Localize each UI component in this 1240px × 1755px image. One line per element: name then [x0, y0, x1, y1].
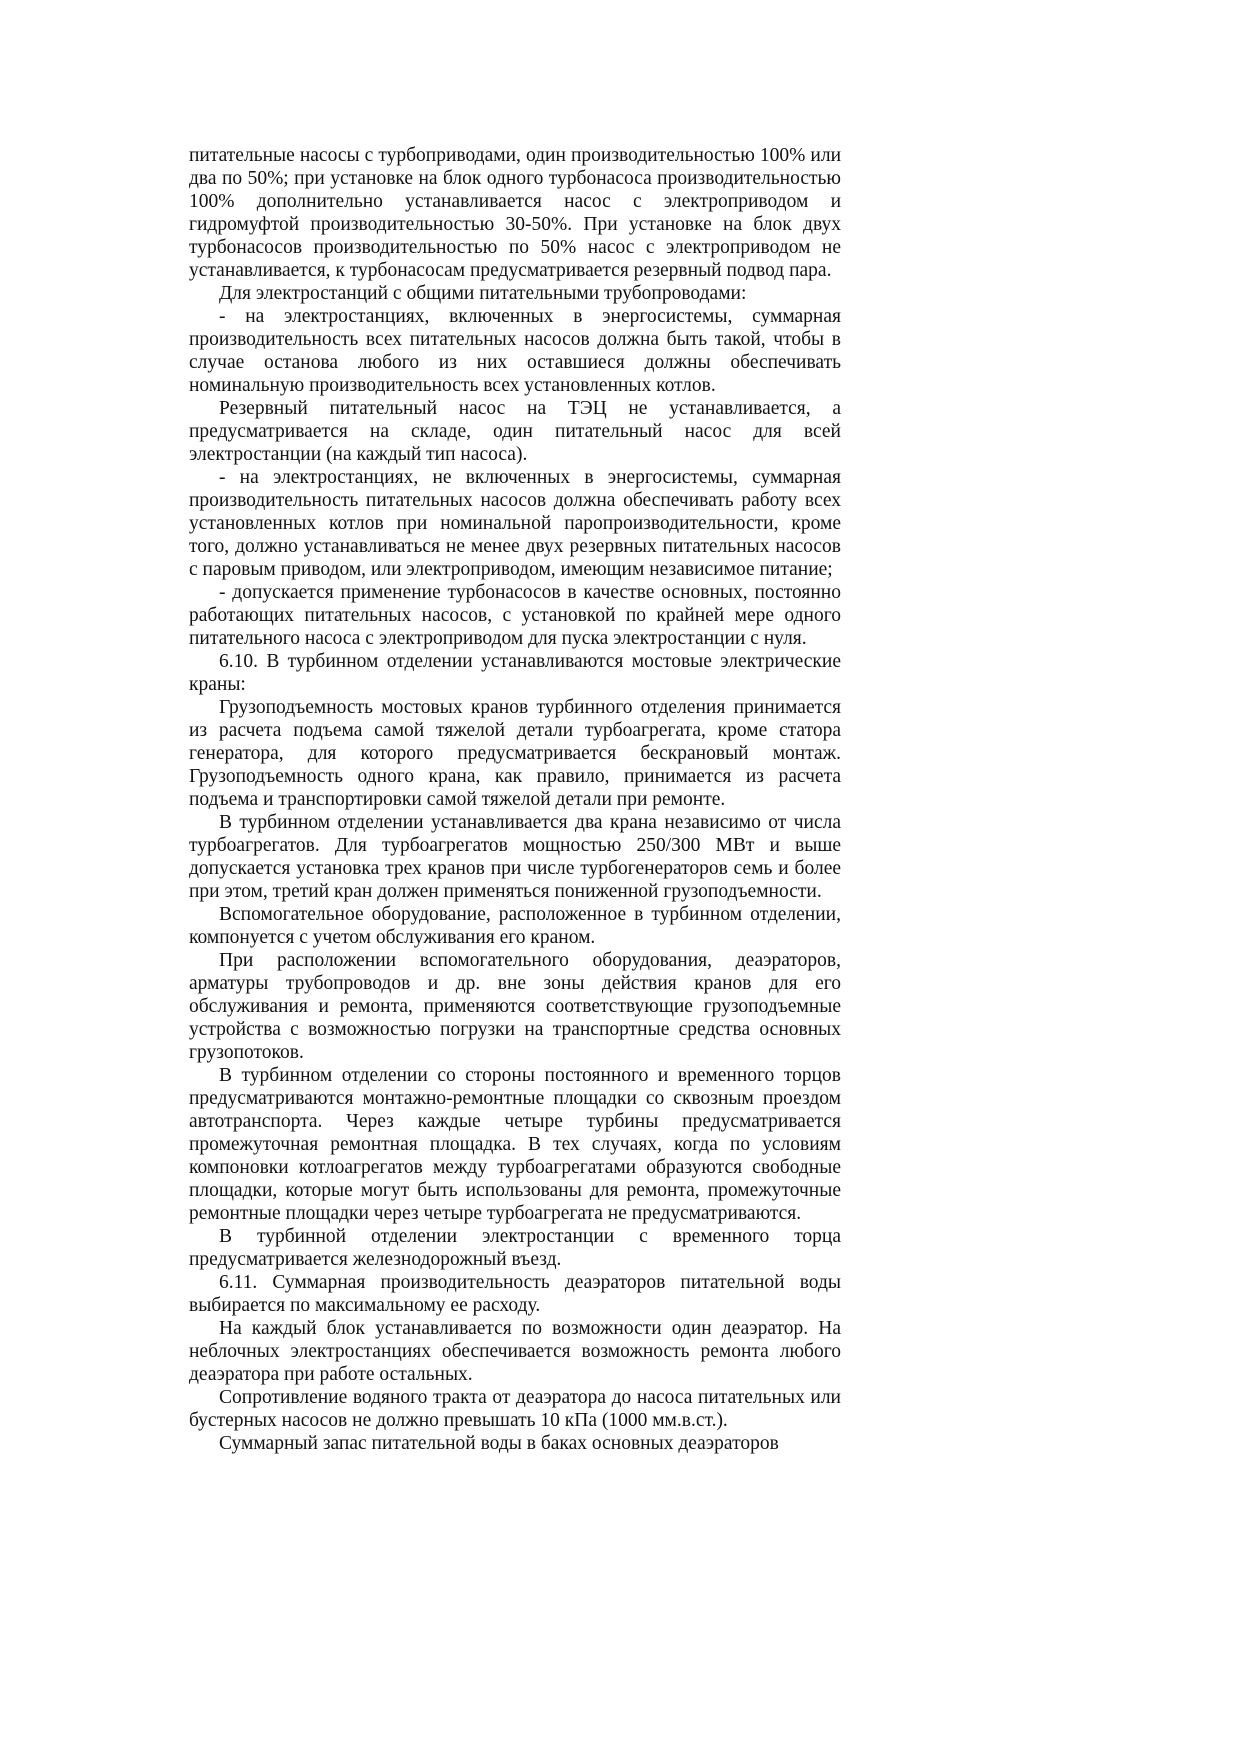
paragraph-water-path-resistance: Сопротивление водяного тракта от деаэратора до насоса питательных или бустерных насосов не должно превышать 10 кПа (1000 мм.в.ст.). — [189, 1387, 841, 1431]
paragraph-deaerator-per-block: На каждый блок устанавливается по возможности один деаэратор. На неблочных электростанциях обеспечивается возможность ремонта любого деаэратора при работе остальных. — [189, 1318, 841, 1385]
paragraph-turbopumps-allowed: - допускается применение турбонасосов в качестве основных, постоянно работающих питательных насосов, с установкой по крайней мере одного питательного насоса с электроприводом для пуска электростанции с нуля. — [189, 582, 841, 649]
paragraph-crane-capacity: Грузоподъемность мостовых кранов турбинного отделения принимается из расчета подъема самой тяжелой детали турбоагрегата, кроме статора генератора, для которого предусматривается бескрановый монтаж. Грузоподъемность одного крана, как правило, принимается из расчета подъема и транспортировки самой тяжелой детали при ремонте. — [189, 697, 841, 810]
paragraph-railway-entrance: В турбинной отделении электростанции с временного торца предусматривается железнодорожный въезд. — [189, 1226, 841, 1270]
section-6-11-heading: 6.11. Суммарная производительность деаэраторов питательной воды выбирается по максимальному ее расходу. — [189, 1272, 841, 1316]
section-6-10-heading: 6.10. В турбинном отделении устанавливаются мостовые электрические краны: — [189, 651, 841, 695]
paragraph-lifting-devices: При расположении вспомогательного оборудования, деаэраторов, арматуры трубопроводов и др. вне зоны действия кранов для его обслуживания и ремонта, применяются соответствующие грузоподъемные устройства с возможностью погрузки на транспортные средства основных грузопотоков. — [189, 950, 841, 1063]
paragraph-repair-platforms: В турбинном отделении со стороны постоянного и временного торцов предусматриваются монтажно-ремонтные площадки со сквозным проездом автотранспорта. Через каждые четыре турбины предусматривается промежуточная ремонтная площадка. В тех случаях, когда по условиям компоновки котлоагрегатов между турбоагрегатами образуются свободные площадки, которые могут быть использованы для ремонта, промежуточные ремонтные площадки через четыре турбоагрегата не предусматриваются. — [189, 1065, 841, 1224]
paragraph-power-systems-included: - на электростанциях, включенных в энергосистемы, суммарная производительность всех питательных насосов должна быть такой, чтобы в случае останова любого из них оставшиеся должны обеспечивать номинальную производительность всех установленных котлов. — [189, 306, 841, 396]
paragraph-two-cranes: В турбинном отделении устанавливается два крана независимо от числа турбоагрегатов. Для турбоагрегатов мощностью 250/300 МВт и выше допускается установка трех кранов при числе турбогенераторов семь и более при этом, третий кран должен применяться пониженной грузоподъемности. — [189, 812, 841, 902]
paragraph-feedwater-reserve: Суммарный запас питательной воды в баках основных деаэраторов — [219, 1433, 779, 1454]
paragraph-power-systems-not-included: - на электростанциях, не включенных в энергосистемы, суммарная производительность питательных насосов должна обеспечивать работу всех установленных котлов при номинальной паропроизводительности, кроме того, должно устанавливаться не менее двух резервных питательных насосов с паровым приводом, или электроприводом, имеющим независимое питание; — [189, 467, 841, 580]
paragraph-auxiliary-equipment: Вспомогательное оборудование, расположенное в турбинном отделении, компонуется с учетом обслуживания его краном. — [189, 904, 841, 948]
document-page — [189, 144, 841, 1455]
paragraph-reserve-pump-tec: Резервный питательный насос на ТЭЦ не устанавливается, а предусматривается на складе, один питательный насос для всей электростанции (на каждый тип насоса). — [189, 398, 841, 465]
paragraph-feed-pumps-continued: питательные насосы с турбоприводами, один производительностью 100% или два по 50%; при установке на блок одного турбонасоса производительностью 100% дополнительно устанавливается насос с электроприводом и гидромуфтой производительностью 30-50%. При установке на блок двух турбонасосов производительностью по 50% насос с электроприводом не устанавливается, к турбонасосам предусматривается резервный подвод пара. — [189, 145, 841, 281]
paragraph-common-pipelines-intro: Для электростанций с общими питательными трубопроводами: — [219, 283, 747, 304]
